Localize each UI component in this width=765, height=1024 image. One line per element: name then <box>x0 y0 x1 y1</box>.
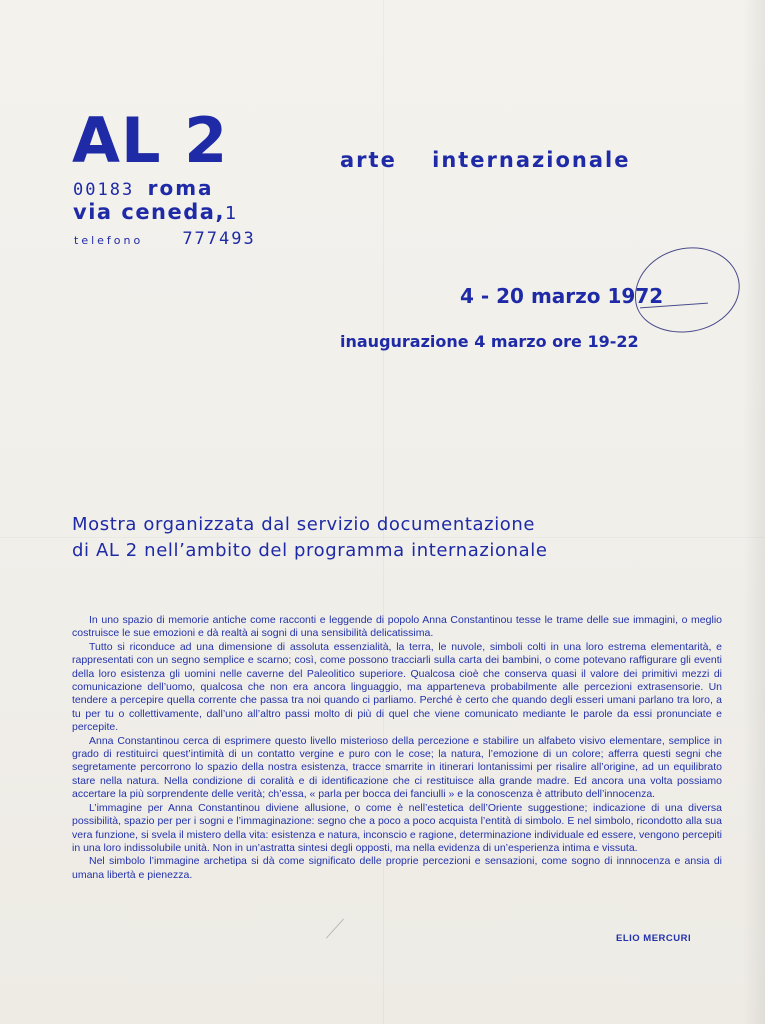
pencil-mark <box>326 919 344 939</box>
opening-info: inaugurazione 4 marzo ore 19-22 <box>340 332 639 351</box>
address-street-line <box>73 199 238 227</box>
phone-label: telefono <box>74 234 144 247</box>
paragraph: Tutto si riconduce ad una dimensione di assoluta essenzialità, la terra, le nuvole, simboli colti in una loro estrema elementarità, e rappresentati con un segno semplice e scarno; così, come possono tracciarli sulla carta dei bambini, o come potevano raffigurare gli eventi della loro esistenza gli uomini nelle caverne del Paleolitico superiore. Qualcosa cioè che conserva quasi il valore dei primitivi mezzi di comunicazione dell’uomo, qualcosa che non era ancora linguaggio, ma apparteneva probabilmente alle percezioni extrasensorie. Un tendere a percepire quella corrente che passa tra noi quando ci parliamo. Perché è certo che quando degli esseri umani parlano tra loro, a tu per tu o collettivamente, dall’uno all’altro passi molto di più di quel che viene comunicato mediante le parole da essi pronunciate e percepite. <box>72 640 722 734</box>
postcode: 00183 <box>73 180 135 200</box>
year: 1972 <box>607 284 664 308</box>
title-right: internazionale <box>432 148 631 172</box>
paragraph: L’immagine per Anna Constantinou diviene allusione, o come è nell’estetica dell’Oriente suggestione; indicazione di una diversa possibilità, spazio per per i sogni e l’immaginazione: segno che a poco a poco acquista l’entità di simbolo. E nel simbolo, ricondotto alla sua vera funzione, si svela il mistero della vita: esistenza e natura, inconscio e ragione, determinazione individuale ed essere, vengono percepiti in una loro indissolubile unità. Non in un’astratta sintesi degli opposti, ma nella evidenza di un’esperienza intima e vissuta. <box>72 801 722 854</box>
street: via ceneda, <box>73 200 225 224</box>
page-title <box>340 147 630 173</box>
subtitle-line-1: Mostra organizzata dal servizio documentazione <box>72 514 536 535</box>
paragraph: Anna Constantinou cerca di esprimere questo livello misterioso della percezione e stabilire un alfabeto visivo elementare, semplice in grado di restituirci quest’intimità di un contatto vergine e puro con le cose; la natura, l’emozione di un colore; afferra questi segni che segretamente percorrono lo spazio della nostra esistenza, tracce smarrite in itinerari lontanissimi per risalire all’origine, ad un equilibrato stare nella natura. Nella condizione di coralità e di identificazione che ci restituisce alla grande madre. Ed ancora una volta possiamo accertare la più sorprendente delle verità; ch’essa, « parla per bocca dei fanciulli » e la conoscenza è attributo dell’innocenza. <box>72 734 722 801</box>
street-number: 1 <box>224 203 238 224</box>
phone-number: 777493 <box>182 229 256 249</box>
phone-line <box>74 229 256 249</box>
author-signature: ELIO MERCURI <box>616 933 692 944</box>
paper-edge-shadow <box>743 0 765 1024</box>
paragraph: Nel simbolo l’immagine archetipa si dà come significato delle proprie percezioni e sensazioni, come sogno di innnocenza e ansia di umana libertà e pienezza. <box>72 855 722 881</box>
body-text <box>72 614 722 882</box>
city: roma <box>147 176 214 200</box>
gallery-logo: AL 2 <box>72 104 229 177</box>
paragraph: In uno spazio di memorie antiche come racconti e leggende di popolo Anna Constantinou tesse le trame delle sue immagini, o meglio costruisce le sue emozioni e dà realtà ai sogni di una sensibilità delicatissima. <box>72 614 722 640</box>
date-range: 4 - 20 marzo <box>460 284 601 308</box>
title-left: arte <box>340 148 397 172</box>
address-city-line <box>73 178 214 200</box>
subtitle <box>72 512 548 564</box>
subtitle-line-2: di AL 2 nell’ambito del programma internazionale <box>72 540 548 561</box>
handwritten-circle <box>628 239 747 340</box>
exhibition-dates <box>460 283 663 309</box>
